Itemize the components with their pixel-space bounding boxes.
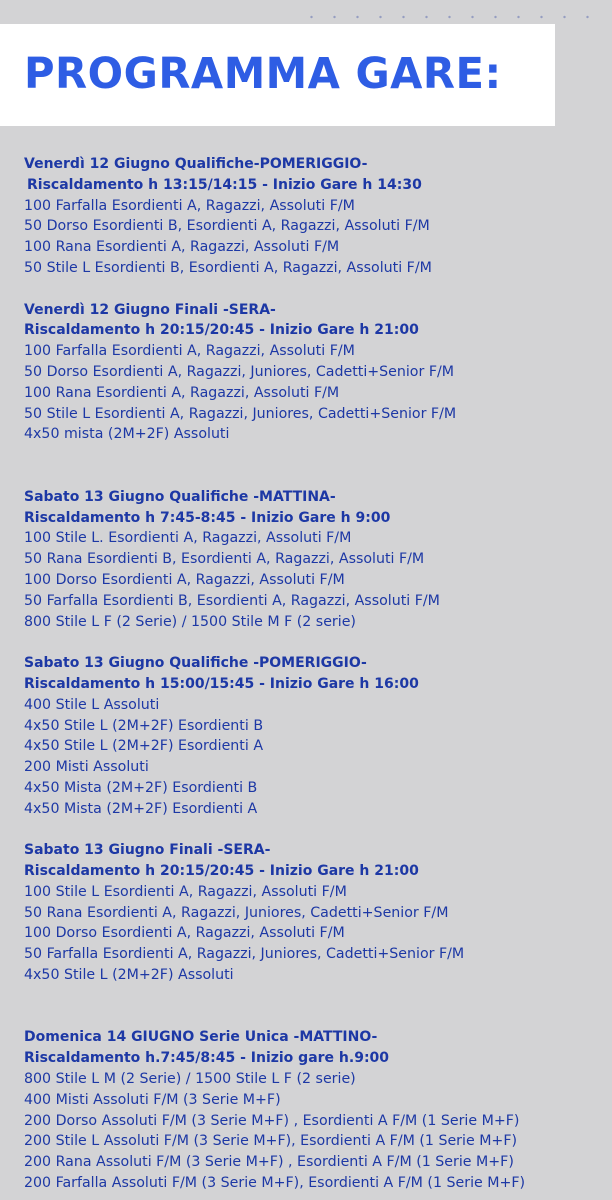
- event-line: 50 Stile L Esordienti A, Ragazzi, Juniores, Cadetti+Senior F/M: [24, 405, 457, 422]
- spacer: [24, 820, 604, 841]
- event-line: 50 Farfalla Esordienti A, Ragazzi, Juniores, Cadetti+Senior F/M: [24, 946, 465, 963]
- event-line: 100 Stile L Esordienti A, Ragazzi, Assoluti F/M: [24, 883, 347, 900]
- decorative-dots: [300, 14, 590, 20]
- event-line: 50 Farfalla Esordienti B, Esordienti A, Ragazzi, Assoluti F/M: [24, 592, 440, 609]
- page-title: PROGRAMMA GARE:: [24, 49, 502, 99]
- session-sunday-morning: [24, 1027, 604, 1193]
- session-day: Sabato 13 Giugno Qualifiche -POMERIGGIO-: [24, 655, 367, 672]
- session-day: Sabato 13 Giugno Qualifiche -MATTINA-: [24, 488, 336, 505]
- event-line: 100 Dorso Esordienti A, Ragazzi, Assoluti F/M: [24, 571, 345, 588]
- session-warmup: Riscaldamento h.7:45/8:45 - Inizio gare h.9:00: [24, 1050, 390, 1067]
- event-line: 50 Rana Esordienti A, Ragazzi, Juniores, Cadetti+Senior F/M: [24, 904, 449, 921]
- event-line: 200 Misti Assoluti: [24, 759, 149, 776]
- event-line: 200 Farfalla Assoluti F/M (3 Serie M+F), Esordienti A F/M (1 Serie M+F): [24, 1175, 526, 1192]
- session-warmup: Riscaldamento h 7:45-8:45 - Inizio Gare h 9:00: [24, 509, 391, 526]
- session-friday-evening: [24, 300, 604, 446]
- event-line: 50 Dorso Esordienti A, Ragazzi, Juniores, Cadetti+Senior F/M: [24, 363, 455, 380]
- event-line: 100 Stile L. Esordienti A, Ragazzi, Assoluti F/M: [24, 530, 352, 547]
- event-line: 100 Rana Esordienti A, Ragazzi, Assoluti F/M: [24, 239, 340, 256]
- event-line: 800 Stile L F (2 Serie) / 1500 Stile M F (2 serie): [24, 613, 356, 630]
- session-friday-afternoon: [24, 154, 604, 279]
- event-line: 4x50 Stile L (2M+2F) Esordienti A: [24, 738, 264, 755]
- session-day: Venerdì 12 Giugno Finali -SERA-: [24, 301, 276, 318]
- session-saturday-morning: [24, 487, 604, 633]
- event-line: 200 Dorso Assoluti F/M (3 Serie M+F) , Esordienti A F/M (1 Serie M+F): [24, 1112, 520, 1129]
- event-line: 100 Farfalla Esordienti A, Ragazzi, Assoluti F/M: [24, 197, 355, 214]
- spacer: [24, 445, 604, 487]
- session-warmup: Riscaldamento h 20:15/20:45 - Inizio Gare h 21:00: [24, 322, 419, 339]
- event-line: 100 Rana Esordienti A, Ragazzi, Assoluti F/M: [24, 384, 340, 401]
- session-day: Venerdì 12 Giugno Qualifiche-POMERIGGIO-: [24, 156, 368, 172]
- schedule: [24, 154, 604, 1194]
- event-line: 4x50 Mista (2M+2F) Esordienti A: [24, 800, 258, 817]
- session-warmup: Riscaldamento h 20:15/20:45 - Inizio Gare h 21:00: [24, 863, 419, 880]
- event-line: 100 Farfalla Esordienti A, Ragazzi, Assoluti F/M: [24, 343, 355, 360]
- event-line: 50 Stile L Esordienti B, Esordienti A, Ragazzi, Assoluti F/M: [24, 259, 432, 276]
- event-line: 400 Misti Assoluti F/M (3 Serie M+F): [24, 1091, 281, 1108]
- spacer: [24, 279, 604, 300]
- event-line: 4x50 Stile L (2M+2F) Assoluti: [24, 967, 234, 984]
- event-line: 200 Rana Assoluti F/M (3 Serie M+F) , Esordienti A F/M (1 Serie M+F): [24, 1154, 514, 1171]
- event-line: 100 Dorso Esordienti A, Ragazzi, Assoluti F/M: [24, 925, 345, 942]
- session-day: Sabato 13 Giugno Finali -SERA-: [24, 842, 271, 859]
- event-line: 4x50 Mista (2M+2F) Esordienti B: [24, 779, 258, 796]
- event-line: 200 Stile L Assoluti F/M (3 Serie M+F), Esordienti A F/M (1 Serie M+F): [24, 1133, 518, 1150]
- event-line: 4x50 mista (2M+2F) Assoluti: [24, 426, 230, 443]
- session-saturday-evening: [24, 840, 604, 986]
- event-line: 50 Dorso Esordienti B, Esordienti A, Ragazzi, Assoluti F/M: [24, 218, 430, 235]
- spacer: [24, 632, 604, 653]
- event-line: 400 Stile L Assoluti: [24, 696, 160, 713]
- event-line: 800 Stile L M (2 Serie) / 1500 Stile L F (2 serie): [24, 1071, 356, 1088]
- session-warmup: Riscaldamento h 15:00/15:45 - Inizio Gare h 16:00: [24, 675, 419, 692]
- spacer: [24, 986, 604, 1028]
- event-line: 50 Rana Esordienti B, Esordienti A, Ragazzi, Assoluti F/M: [24, 551, 425, 568]
- session-day: Domenica 14 GIUGNO Serie Unica -MATTINO-: [24, 1029, 378, 1046]
- event-line: 4x50 Stile L (2M+2F) Esordienti B: [24, 717, 264, 734]
- session-warmup: Riscaldamento h 13:15/14:15 - Inizio Gare h 14:30: [27, 176, 422, 193]
- session-saturday-afternoon: [24, 653, 604, 819]
